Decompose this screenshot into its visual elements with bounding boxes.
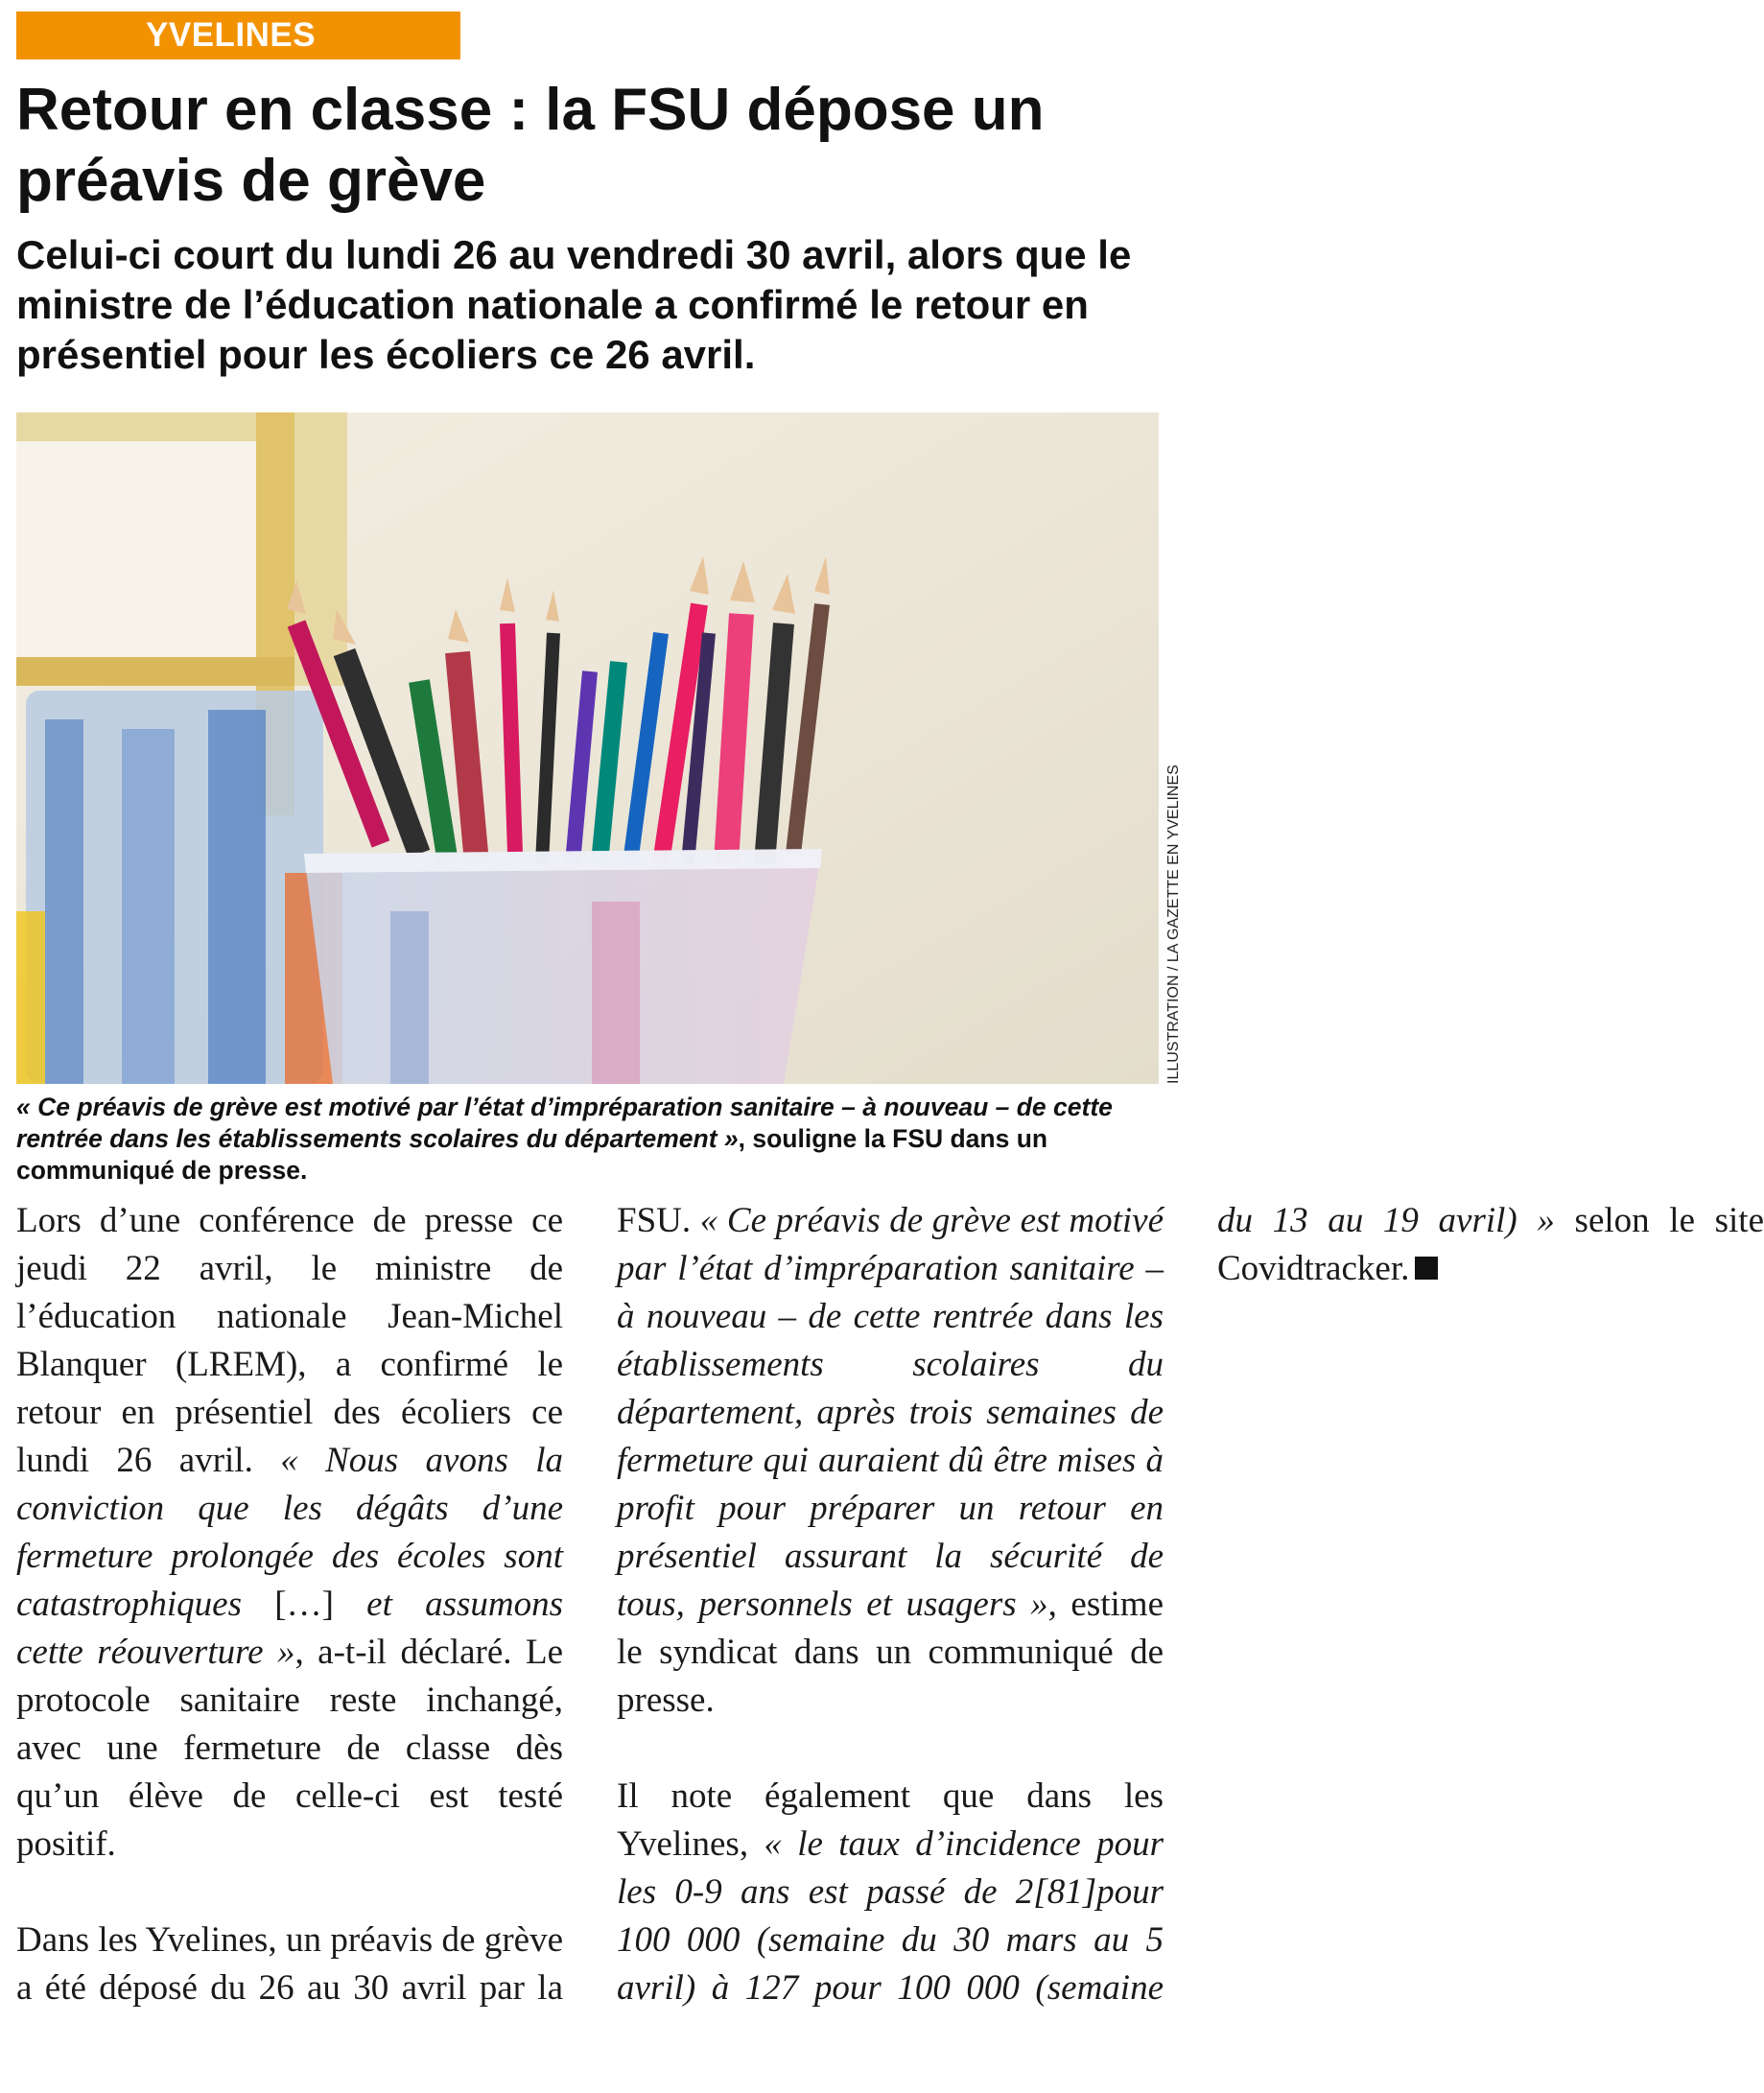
- p1-quote-a: « Nous avons la conviction que les dégâts d’une fermeture prolongée des écoles sont catastrophiques: [16, 1441, 563, 1624]
- caption-quote: « Ce préavis de grève est motivé par l’état d’impréparation sanitaire – à nouveau – de cette rentrée dans les établissements scolaires du département »: [16, 1093, 1113, 1153]
- photo-colored-pencils: [16, 412, 1159, 1084]
- caption-attribution: , souligne la FSU dans un communiqué de presse.: [16, 1124, 1048, 1185]
- p1-text-b: , a-t-il déclaré. Le protocole sanitaire reste inchangé, avec une fermeture de classe dès qu’un élève de celle-ci est testé positif.: [16, 1633, 563, 1864]
- p2-text-a: Dans les Yvelines, un préavis de grève a été déposé du 26 au 30 avril par la FSU.: [16, 1201, 700, 2008]
- p3-text-b: selon le site Covidtracker.: [1217, 1201, 1764, 1288]
- article-body: [16, 1197, 1764, 2012]
- paragraph-1: [16, 1197, 563, 1869]
- p1-ellipsis: […]: [274, 1585, 367, 1624]
- p1-text-a: Lors d’une conférence de presse ce jeudi 22 avril, le ministre de l’éducation nationale Jean-Michel Blanquer (LREM), a confirmé le retour en présentiel des écoliers ce lundi 26 avril.: [16, 1201, 563, 1480]
- end-of-article-mark: [1415, 1257, 1438, 1280]
- p2-quote: « Ce préavis de grève est motivé par l’état d’impréparation sanitaire – à nouveau – de cette rentrée dans les établissements scolaires du département, après trois semaines de fermeture qui auraient dû être mises à profit pour préparer un retour en présentiel assurant la sécurité de tous, personnels et usagers »: [617, 1201, 1164, 1624]
- section-tag: YVELINES: [16, 12, 460, 59]
- photo-caption: [16, 1092, 1158, 1187]
- headline: Retour en classe : la FSU dépose un préavis de grève: [16, 77, 1045, 214]
- p3-quote: « le taux d’incidence pour les 0-9 ans est passé de 2[81]pour 100 000 (semaine du 30 mars au 5 avril) à 127 pour 100 000 (semaine du 13 au 19 avril) »: [617, 1201, 1555, 2008]
- photo-credit: ILLUSTRATION / LA GAZETTE EN YVELINES: [1165, 764, 1182, 1084]
- p3-text-a: Il note également que dans les Yvelines,: [617, 1776, 1164, 1864]
- p2-text-b: , estime le syndicat dans un communiqué de presse.: [617, 1585, 1164, 1720]
- p1-quote-b: et assumons cette réouverture »: [16, 1585, 563, 1672]
- subheadline: Celui-ci court du lundi 26 au vendredi 30 avril, alors que le ministre de l’éducation nationale a confirmé le retour en présentiel pour les écoliers ce 26 avril.: [16, 232, 1132, 377]
